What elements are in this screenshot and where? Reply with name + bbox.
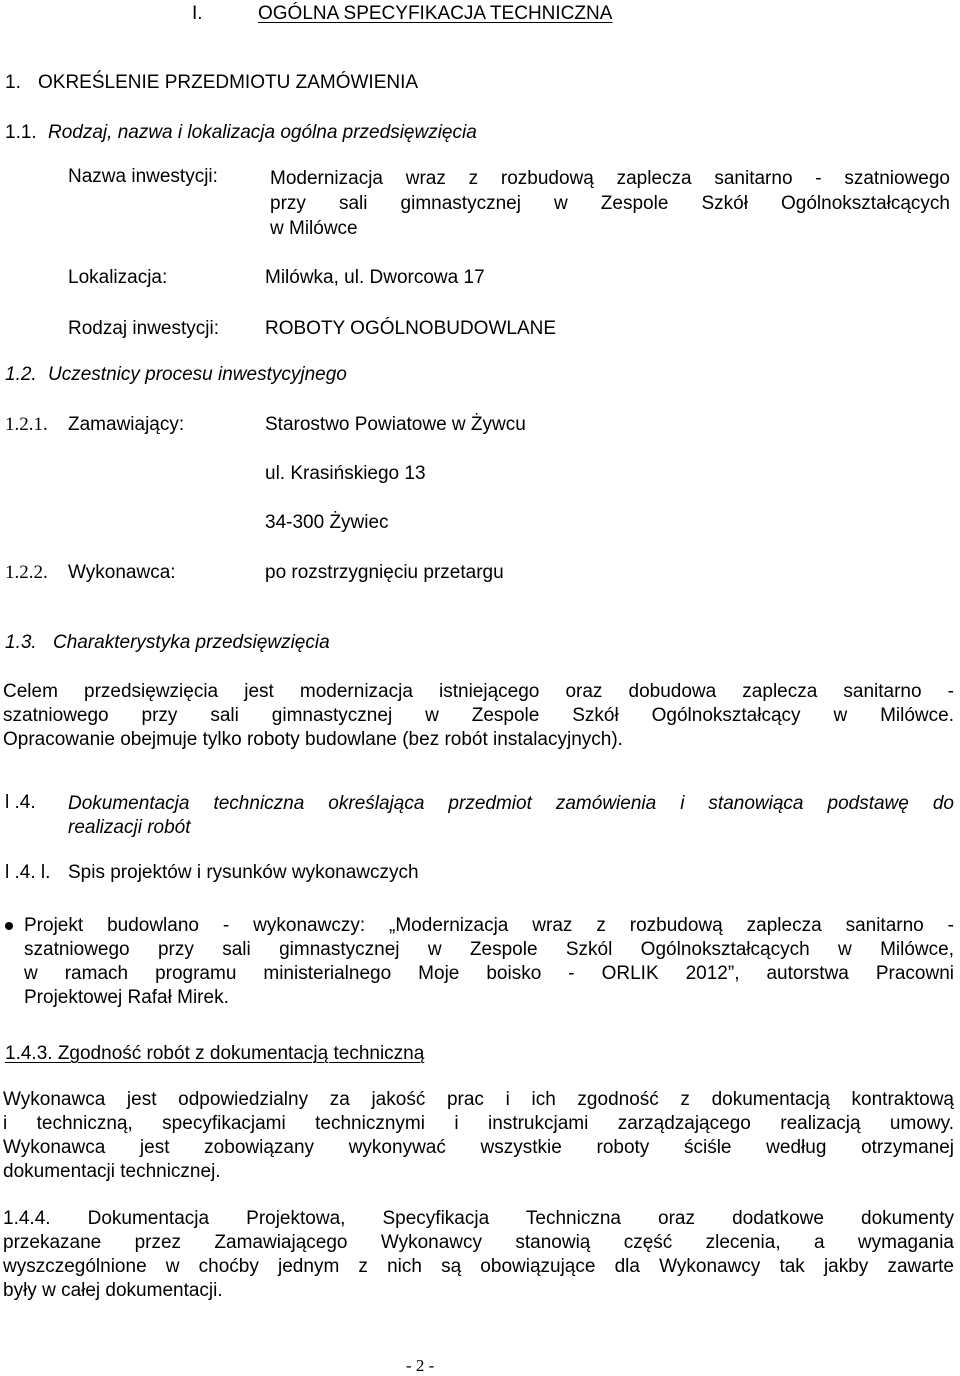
section-title: OKREŚLENIE PRZEDMIOTU ZAMÓWIENIA xyxy=(38,72,419,93)
paragraph-line: dokumentacji technicznej. xyxy=(3,1161,221,1182)
chapter-title: OGÓLNA SPECYFIKACJA TECHNICZNA xyxy=(258,3,613,24)
ordering-party-label: Zamawiający: xyxy=(68,414,185,435)
investment-name-value xyxy=(270,166,950,241)
paragraph-line: szatniowego przy sali gimnastycznej w Zespole Szkół Ogólnokształcący w Milówce. xyxy=(3,705,954,726)
ordering-party-street: ul. Krasińskiego 13 xyxy=(265,463,426,484)
investment-type-value: ROBOTY OGÓLNOBUDOWLANE xyxy=(265,318,557,339)
item-title: Spis projektów i rysunków wykonawczych xyxy=(68,862,419,883)
investment-name-line: przy sali gimnastycznej w Zespole Szkół Ogólnokształcących xyxy=(270,193,950,214)
paragraph-line: przekazane przez Zamawiającego Wykonawcy stanowią część zlecenia, a wymagania xyxy=(3,1232,954,1253)
subsection-title: Charakterystyka przedsięwzięcia xyxy=(53,632,330,653)
item-number: 1.2.1. xyxy=(5,414,48,435)
subsection-number: l .4. xyxy=(5,792,36,813)
page-number: - 2 - xyxy=(406,1356,435,1375)
paragraph-line: wyszczególnione w choćby jednym z nich są obowiązujące dla Wykonawcy tak jakby zawarte xyxy=(3,1256,954,1277)
investment-name-line: Modernizacja wraz z rozbudową zaplecza sanitarno - szatniowego xyxy=(270,168,950,189)
paragraph-line: Projekt budowlano - wykonawczy: „Modernizacja wraz z rozbudową zaplecza sanitarno - xyxy=(24,915,954,936)
title-line: realizacji robót xyxy=(68,817,191,838)
item-number: 1.2.2. xyxy=(5,562,48,583)
paragraph-line: były w całej dokumentacji. xyxy=(3,1280,223,1301)
paragraph-line: w ramach programu ministerialnego Moje boisko - ORLIK 2012”, autorstwa Pracowni xyxy=(24,963,954,984)
investment-name-label: Nazwa inwestycji: xyxy=(68,166,218,187)
bullet-icon xyxy=(5,922,13,930)
location-label: Lokalizacja: xyxy=(68,267,168,288)
investment-name-line: w Milówce xyxy=(270,218,358,239)
paragraph-line: Wykonawca jest zobowiązany wykonywać wszystkie roboty ściśle według otrzymanej xyxy=(3,1137,954,1158)
subsection-number: 1.1. xyxy=(5,122,37,143)
paragraph-line: Projektowej Rafał Mirek. xyxy=(24,987,229,1008)
paragraph-line: 1.4.4. Dokumentacja Projektowa, Specyfikacja Techniczna oraz dodatkowe dokumenty xyxy=(3,1208,954,1229)
subsection-number: 1.2. xyxy=(5,364,37,385)
ordering-party-name: Starostwo Powiatowe w Żywcu xyxy=(265,414,526,435)
paragraph-line: Opracowanie obejmuje tylko roboty budowlane (bez robót instalacyjnych). xyxy=(3,729,623,750)
contractor-label: Wykonawca: xyxy=(68,562,176,583)
paragraph-line: Celem przedsięwzięcia jest modernizacja istniejącego oraz dobudowa zaplecza sanitarno - xyxy=(3,681,954,702)
investment-type-label: Rodzaj inwestycji: xyxy=(68,318,219,339)
characteristics-paragraph xyxy=(3,680,954,752)
paragraph-line: szatniowego przy sali gimnastycznej w Zespole Szkól Ogólnokształcących w Milówce, xyxy=(24,939,954,960)
ordering-party-city: 34-300 Żywiec xyxy=(265,512,389,533)
section-number: 1. xyxy=(5,72,21,93)
title-line: Dokumentacja techniczna określająca przedmiot zamówienia i stanowiąca podstawę do xyxy=(68,793,954,814)
bullet-list-item xyxy=(24,914,954,1010)
compliance-paragraph xyxy=(3,1088,954,1184)
subsection-number: 1.3. xyxy=(5,632,37,653)
item-title: 1.4.3. Zgodność robót z dokumentacją techniczną xyxy=(5,1043,425,1064)
paragraph-line: Wykonawca jest odpowiedzialny za jakość prac i ich zgodność z dokumentacją kontraktową xyxy=(3,1089,954,1110)
subsection-title: Uczestnicy procesu inwestycyjnego xyxy=(48,364,347,385)
subsection-title: Rodzaj, nazwa i lokalizacja ogólna przedsięwzięcia xyxy=(48,122,477,143)
documentation-paragraph xyxy=(3,1207,954,1303)
contractor-value: po rozstrzygnięciu przetargu xyxy=(265,562,504,583)
subsection-title xyxy=(68,792,954,840)
chapter-number: I. xyxy=(192,3,203,24)
item-number: l .4. l. xyxy=(5,862,51,883)
location-value: Milówka, ul. Dworcowa 17 xyxy=(265,267,485,288)
paragraph-line: i techniczną, specyfikacjami technicznymi i instrukcjami zarządzającego realizacją umowy. xyxy=(3,1113,954,1134)
